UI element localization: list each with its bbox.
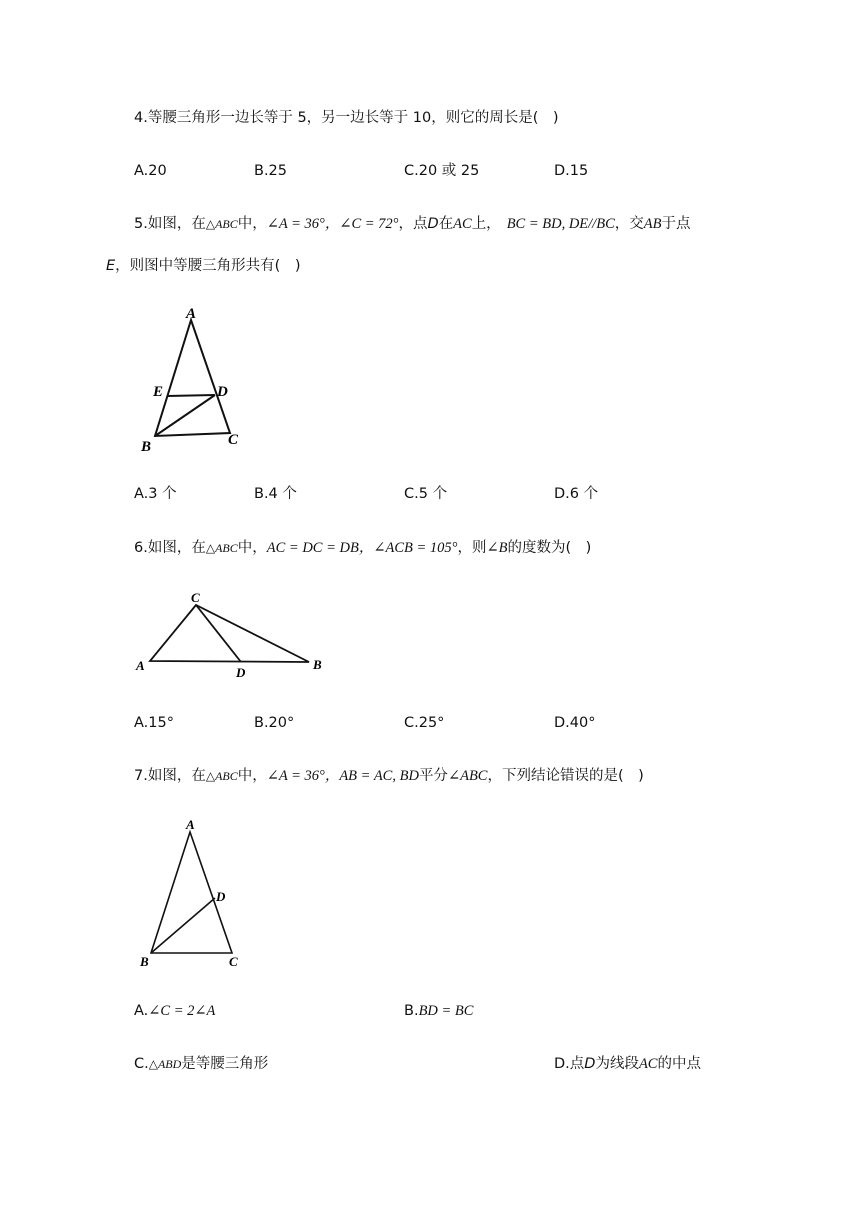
q5-segment-ab: AB <box>643 216 662 232</box>
q7-option-a-prefix: A. <box>134 1003 149 1019</box>
q5-stem-line2 <box>106 256 301 276</box>
q6-stem-text: ，则 <box>457 540 487 556</box>
q6-triangle: △ABC <box>205 541 238 555</box>
q7-stem <box>134 766 644 786</box>
q5-stem-line1 <box>134 214 690 234</box>
q6-stem <box>134 538 591 558</box>
q6-label-d: D <box>236 665 246 680</box>
q5-condition-angles: ∠A = 36°，∠C = 72° <box>266 216 399 232</box>
q5-stem-prefix: 5.如图，在 <box>134 216 206 232</box>
q6-label-a: A <box>136 658 145 673</box>
q7-option-a-math: ∠C = 2∠A <box>148 1003 216 1019</box>
q5-triangle: △ABC <box>205 217 238 231</box>
q7-option-d-point: D <box>584 1056 596 1072</box>
q5-label-e: E <box>153 384 164 400</box>
q5-stem-text: ，交 <box>614 216 644 232</box>
q7-label-b: B <box>140 954 149 969</box>
q5-stem-text: 上， <box>471 216 501 232</box>
q7-option-d-prefix: D.点 <box>554 1056 585 1072</box>
q6-option-a: A.15° <box>134 715 174 731</box>
q6-label-b: B <box>313 657 322 672</box>
q7-option-d-segment: AC <box>638 1056 658 1072</box>
q6-option-d: D.40° <box>554 715 596 731</box>
q5-segment-bd <box>155 395 215 436</box>
q7-option-c-prefix: C. <box>134 1056 149 1072</box>
q7-option-b-prefix: B. <box>404 1003 419 1019</box>
q5-triangle-lines <box>155 320 230 436</box>
q5-option-c: C.5 个 <box>404 486 448 502</box>
q7-option-c-text: 是等腰三角形 <box>181 1056 269 1072</box>
q6-option-b: B.20° <box>254 715 295 731</box>
q6-stem-prefix: 6.如图，在 <box>134 540 206 556</box>
q7-option-d-text: 的中点 <box>657 1056 701 1072</box>
q6-angle-b: ∠B <box>486 540 508 556</box>
q6-label-c: C <box>191 590 200 605</box>
q5-point-d: D <box>427 216 439 232</box>
q5-option-d: D.6 个 <box>554 486 599 502</box>
q5-label-b: B <box>141 439 152 455</box>
q5-stem-text: ，点 <box>398 216 428 232</box>
q4-option-d: D.15 <box>554 163 589 179</box>
q7-condition: ∠A = 36°，AB = AC, BD <box>266 768 419 784</box>
q5-triangle-abc <box>155 320 230 436</box>
q4-stem: 4.等腰三角形一边长等于 5，另一边长等于 10，则它的周长是( ) <box>134 110 559 126</box>
q5-stem-text: 中， <box>237 216 267 232</box>
q4-option-a: A.20 <box>134 163 167 179</box>
q5-point-e: E <box>106 258 116 274</box>
q5-figure <box>138 300 258 460</box>
q7-stem-text: ，下列结论错误的是( ) <box>487 768 644 784</box>
q5-option-b: B.4 个 <box>254 486 297 502</box>
q7-option-d-text: 为线段 <box>595 1056 639 1072</box>
q5-label-a: A <box>186 306 197 322</box>
q5-stem-text: 在 <box>438 216 454 232</box>
q7-label-d: D <box>216 889 226 904</box>
q7-option-d <box>554 1054 701 1074</box>
q7-stem-text: 中， <box>237 768 267 784</box>
q7-label-c: C <box>229 954 238 969</box>
q7-option-c-math: △ABD <box>148 1057 182 1071</box>
q5-label-c: C <box>228 432 239 448</box>
q7-stem-text: 平分 <box>418 768 448 784</box>
q6-option-c: C.25° <box>404 715 445 731</box>
q5-option-a: A.3 个 <box>134 486 177 502</box>
q7-label-a: A <box>186 817 195 832</box>
q7-stem-prefix: 7.如图，在 <box>134 768 206 784</box>
q6-triangle-lines <box>150 605 309 662</box>
q7-option-c <box>134 1054 268 1074</box>
q7-option-b <box>404 1001 473 1021</box>
q5-segment-de <box>167 395 215 396</box>
q5-segment-ac: AC <box>453 216 472 232</box>
q6-figure <box>132 588 332 678</box>
q6-stem-text: 的度数为( ) <box>507 540 592 556</box>
q5-condition-sides: BC = BD, DE//BC <box>506 216 615 232</box>
q5-stem-text: ，则图中等腰三角形共有( ) <box>115 258 301 274</box>
q6-segment-cd <box>196 605 241 662</box>
q6-condition: AC = DC = DB，∠ACB = 105° <box>266 540 458 556</box>
q7-option-b-math: BD = BC <box>418 1003 474 1019</box>
q4-option-c: C.20 或 25 <box>404 163 480 179</box>
q5-label-d: D <box>217 384 228 400</box>
q7-option-a <box>134 1001 215 1021</box>
q7-triangle: △ABC <box>205 769 238 783</box>
q7-figure <box>136 812 256 972</box>
q4-option-b: B.25 <box>254 163 288 179</box>
q7-angle-abc: ∠ABC <box>447 768 488 784</box>
q6-triangle-abc <box>150 605 309 662</box>
q6-stem-text: 中， <box>237 540 267 556</box>
q5-stem-text: 于点 <box>661 216 691 232</box>
